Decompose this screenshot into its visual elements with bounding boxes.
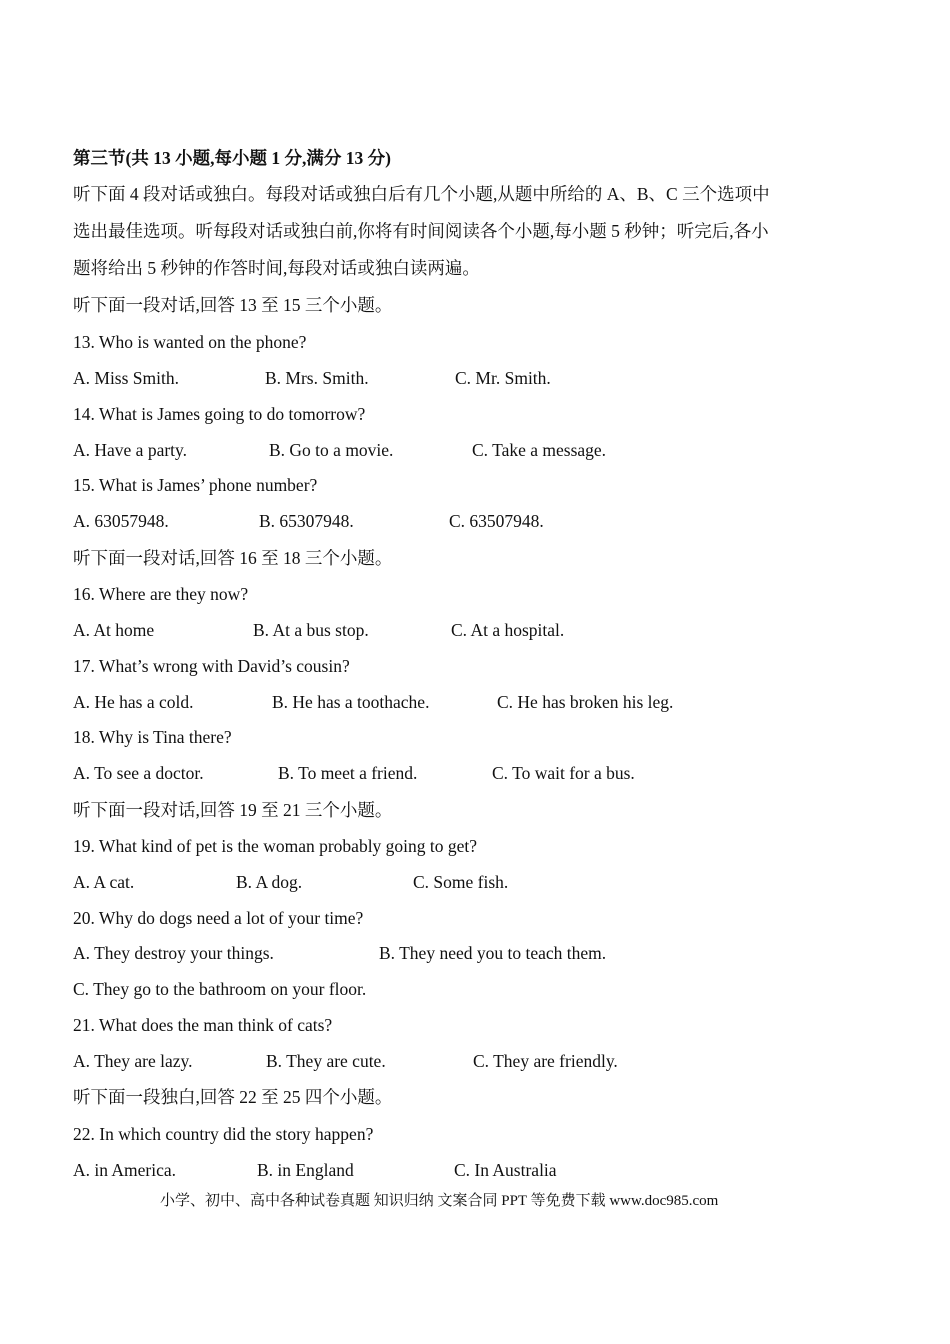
option-c: C. Take a message. bbox=[472, 440, 607, 460]
question-13-stem: 13. Who is wanted on the phone? bbox=[73, 332, 307, 352]
option-b: B. They need you to teach them. bbox=[379, 943, 607, 963]
question-21-stem: 21. What does the man think of cats? bbox=[73, 1015, 333, 1035]
option-b: B. At a bus stop. bbox=[253, 620, 369, 640]
option-b: B. To meet a friend. bbox=[278, 763, 418, 783]
option-c: C. To wait for a bus. bbox=[492, 763, 635, 783]
option-b: B. 65307948. bbox=[259, 511, 354, 531]
question-20-stem: 20. Why do dogs need a lot of your time? bbox=[73, 908, 364, 928]
question-22-stem: 22. In which country did the story happen? bbox=[73, 1124, 374, 1144]
question-17-stem: 17. What’s wrong with David’s cousin? bbox=[73, 656, 350, 676]
option-a: A. He has a cold. bbox=[73, 692, 194, 712]
option-b: B. Mrs. Smith. bbox=[265, 368, 369, 388]
question-18-stem: 18. Why is Tina there? bbox=[73, 727, 232, 747]
option-a: A. At home bbox=[73, 620, 155, 640]
option-a: A. 63057948. bbox=[73, 511, 169, 531]
option-b: B. They are cute. bbox=[266, 1051, 386, 1071]
option-a: A. They destroy your things. bbox=[73, 943, 274, 963]
option-a: A. They are lazy. bbox=[73, 1051, 193, 1071]
option-c: C. They go to the bathroom on your floor. bbox=[73, 979, 367, 999]
question-16-stem: 16. Where are they now? bbox=[73, 584, 249, 604]
option-c: C. Some fish. bbox=[413, 872, 509, 892]
option-b: B. in England bbox=[257, 1160, 354, 1180]
group-intro-13-15: 听下面一段对话,回答 13 至 15 三个小题。 bbox=[73, 295, 393, 315]
option-c: C. In Australia bbox=[454, 1160, 557, 1180]
option-c: C. Mr. Smith. bbox=[455, 368, 551, 388]
option-a: A. Miss Smith. bbox=[73, 368, 179, 388]
option-b: B. He has a toothache. bbox=[272, 692, 430, 712]
option-a: A. To see a doctor. bbox=[73, 763, 204, 783]
option-c: C. At a hospital. bbox=[451, 620, 565, 640]
option-b: B. Go to a movie. bbox=[269, 440, 394, 460]
group-intro-22-25: 听下面一段独白,回答 22 至 25 四个小题。 bbox=[73, 1087, 393, 1107]
instructions-line-1: 听下面 4 段对话或独白。每段对话或独白后有几个小题,从题中所给的 A、B、C 三个选项中 bbox=[73, 184, 770, 204]
question-19-stem: 19. What kind of pet is the woman probably going to get? bbox=[73, 836, 478, 856]
option-c: C. He has broken his leg. bbox=[497, 692, 674, 712]
option-c: C. They are friendly. bbox=[473, 1051, 618, 1071]
group-intro-16-18: 听下面一段对话,回答 16 至 18 三个小题。 bbox=[73, 548, 393, 568]
question-15-stem: 15. What is James’ phone number? bbox=[73, 475, 318, 495]
option-a: A. in America. bbox=[73, 1160, 177, 1180]
option-a: A. Have a party. bbox=[73, 440, 188, 460]
instructions-line-3: 题将给出 5 秒钟的作答时间,每段对话或独白读两遍。 bbox=[73, 258, 480, 278]
option-b: B. A dog. bbox=[236, 872, 303, 892]
question-14-stem: 14. What is James going to do tomorrow? bbox=[73, 404, 366, 424]
option-a: A. A cat. bbox=[73, 872, 135, 892]
instructions-line-2: 选出最佳选项。听每段对话或独白前,你将有时间阅读各个小题,每小题 5 秒钟；听完后,各小 bbox=[73, 221, 769, 241]
group-intro-19-21: 听下面一段对话,回答 19 至 21 三个小题。 bbox=[73, 800, 393, 820]
option-c: C. 63507948. bbox=[449, 511, 544, 531]
section-heading: 第三节(共 13 小题,每小题 1 分,满分 13 分) bbox=[73, 148, 391, 168]
page-footer: 小学、初中、高中各种试卷真题 知识归纳 文案合同 PPT 等免费下载 www.doc985.com bbox=[160, 1193, 719, 1209]
